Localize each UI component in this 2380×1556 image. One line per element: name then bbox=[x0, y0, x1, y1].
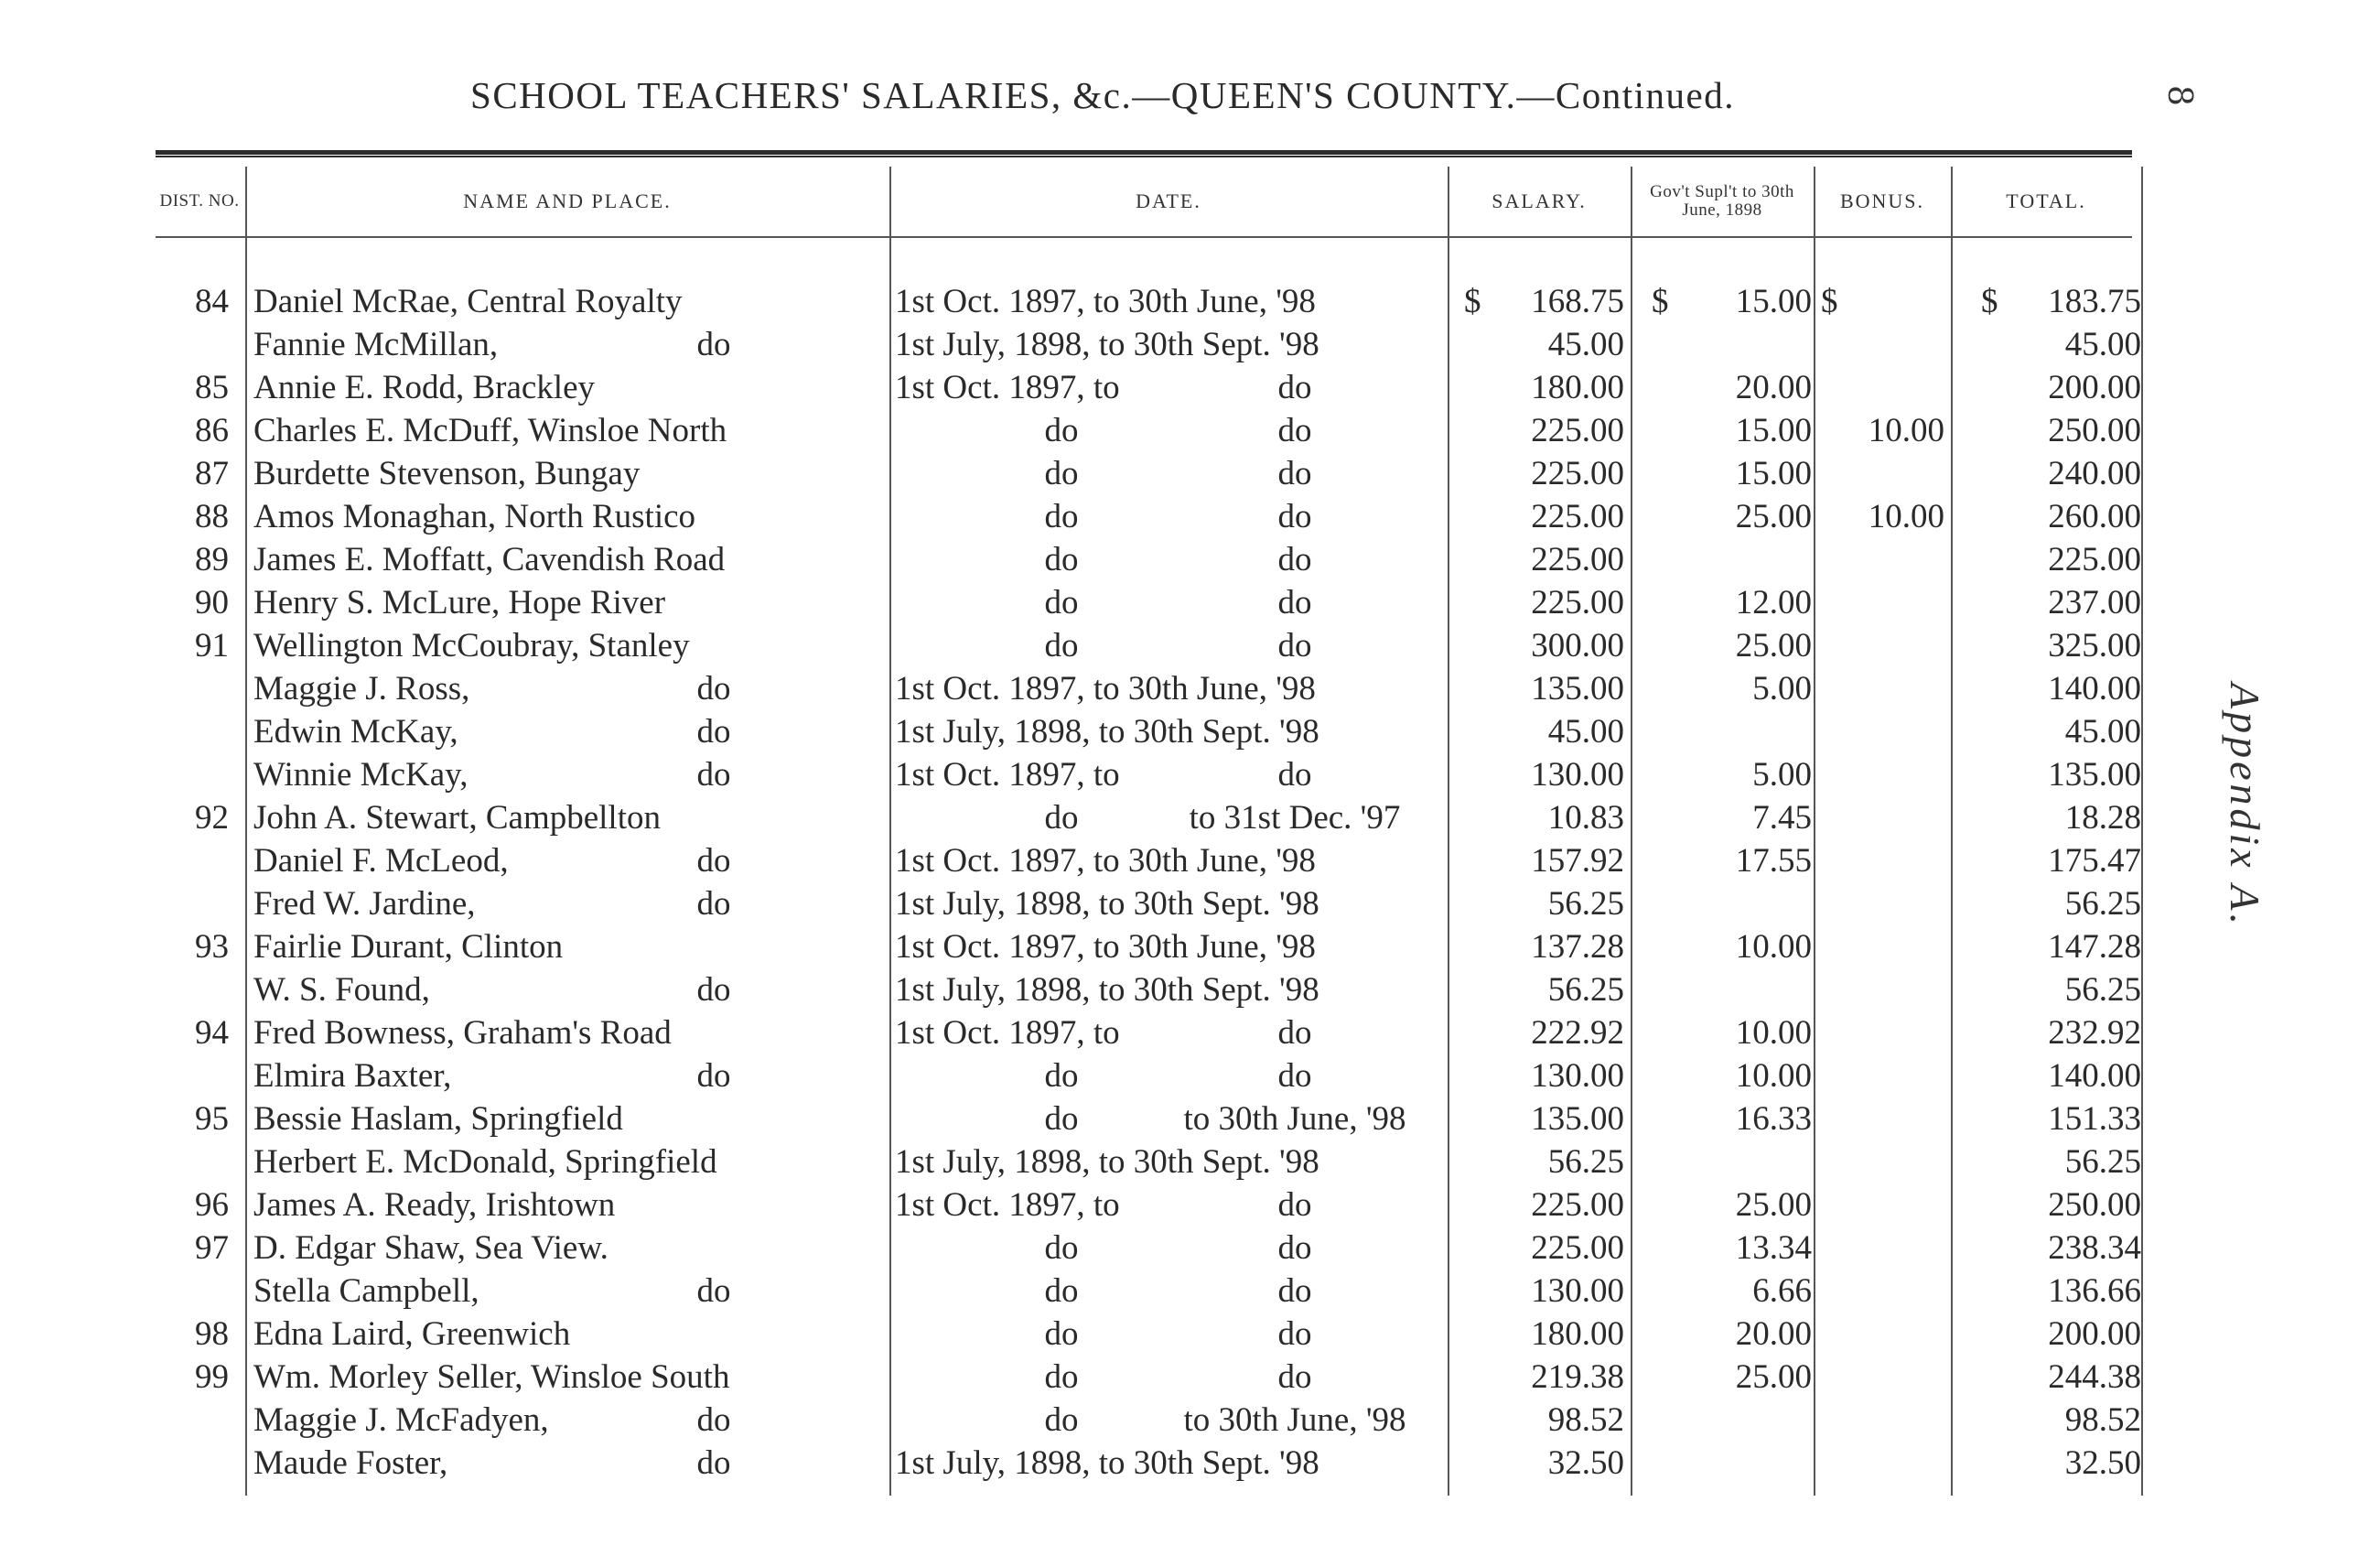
dist-number: 91 bbox=[195, 627, 229, 665]
date-range: 1st July, 1898, to 30th Sept. '98 bbox=[895, 971, 1319, 1009]
date-range: 1st July, 1898, to 30th Sept. '98 bbox=[895, 1143, 1319, 1181]
date-ditto-end: to 30th June, '98 bbox=[1183, 1401, 1406, 1439]
name-place: Winnie McKay, bbox=[253, 756, 468, 794]
salary-table-body bbox=[0, 280, 2196, 1485]
total-dollar-sign: $ bbox=[1981, 283, 1998, 320]
name-place: Fred Bowness, Graham's Road bbox=[253, 1014, 672, 1052]
name-place: Henry S. McLure, Hope River bbox=[253, 584, 666, 621]
date-ditto-end: do bbox=[1277, 369, 1312, 406]
name-place: Stella Campbell, bbox=[253, 1272, 479, 1310]
dist-number: 92 bbox=[195, 799, 229, 837]
dist-number: 89 bbox=[195, 541, 229, 578]
gov-dollar-sign: $ bbox=[1652, 283, 1669, 320]
name-place: Maggie J. Ross, bbox=[253, 670, 470, 708]
date-ditto-end: do bbox=[1277, 1057, 1312, 1095]
name-ditto: do bbox=[696, 885, 731, 923]
date-range: 1st Oct. 1897, to bbox=[895, 1186, 1120, 1224]
name-place: Daniel F. McLeod, bbox=[253, 842, 509, 880]
date-ditto-end: do bbox=[1277, 1186, 1312, 1224]
date-ditto-start: do bbox=[1044, 1315, 1079, 1353]
date-ditto-end: do bbox=[1277, 498, 1312, 535]
name-ditto: do bbox=[696, 670, 731, 708]
dist-number: 87 bbox=[195, 455, 229, 492]
date-range: 1st July, 1898, to 30th Sept. '98 bbox=[895, 885, 1319, 923]
name-place: Daniel McRae, Central Royalty bbox=[253, 283, 683, 320]
salary-value: 180.00 bbox=[1531, 1315, 1624, 1353]
name-ditto: do bbox=[696, 1272, 731, 1310]
name-place: Amos Monaghan, North Rustico bbox=[253, 498, 696, 535]
total-value: 260.00 bbox=[2048, 498, 2141, 535]
dist-number: 90 bbox=[195, 584, 229, 621]
salary-value: 56.25 bbox=[1547, 971, 1624, 1009]
date-ditto-start: do bbox=[1044, 1057, 1079, 1095]
dist-number: 97 bbox=[195, 1229, 229, 1267]
salary-value: 135.00 bbox=[1531, 670, 1624, 708]
date-ditto-start: do bbox=[1044, 1229, 1079, 1267]
table-row bbox=[0, 495, 2196, 538]
header-gov-supplement: Gov't Supl't to 30th June, 1898 bbox=[1650, 182, 1794, 220]
salary-value: 130.00 bbox=[1531, 1272, 1624, 1310]
name-ditto: do bbox=[696, 756, 731, 794]
salary-value: 225.00 bbox=[1531, 1229, 1624, 1267]
date-ditto-end: do bbox=[1277, 412, 1312, 449]
date-ditto-start: do bbox=[1044, 1100, 1079, 1138]
gov-supplement-value: 25.00 bbox=[1735, 498, 1812, 535]
date-ditto-end: do bbox=[1277, 1229, 1312, 1267]
gov-supplement-value: 10.00 bbox=[1735, 928, 1812, 966]
salary-value: 45.00 bbox=[1547, 326, 1624, 363]
table-row bbox=[0, 538, 2196, 581]
salary-value: 222.92 bbox=[1531, 1014, 1624, 1052]
total-value: 56.25 bbox=[2064, 885, 2141, 923]
total-value: 240.00 bbox=[2048, 455, 2141, 492]
gov-supplement-value: 16.33 bbox=[1735, 1100, 1812, 1138]
table-row bbox=[0, 624, 2196, 667]
total-value: 250.00 bbox=[2048, 1186, 2141, 1224]
table-row bbox=[0, 882, 2196, 925]
total-value: 200.00 bbox=[2048, 1315, 2141, 1353]
header-name-place: NAME AND PLACE. bbox=[463, 189, 672, 213]
name-ditto: do bbox=[696, 326, 731, 363]
table-row bbox=[0, 1399, 2196, 1442]
table-row bbox=[0, 1356, 2196, 1399]
name-ditto: do bbox=[696, 1444, 731, 1482]
total-value: 238.34 bbox=[2048, 1229, 2141, 1267]
date-ditto-start: do bbox=[1044, 1401, 1079, 1439]
table-row bbox=[0, 366, 2196, 409]
salary-value: 135.00 bbox=[1531, 1100, 1624, 1138]
name-place: Fred W. Jardine, bbox=[253, 885, 476, 923]
table-row bbox=[0, 1442, 2196, 1485]
date-ditto-end: do bbox=[1277, 1014, 1312, 1052]
salary-value: 32.50 bbox=[1547, 1444, 1624, 1482]
date-range: 1st July, 1898, to 30th Sept. '98 bbox=[895, 326, 1319, 363]
salary-value: 168.75 bbox=[1531, 283, 1624, 320]
salary-value: 130.00 bbox=[1531, 756, 1624, 794]
name-place: Bessie Haslam, Springfield bbox=[253, 1100, 623, 1138]
total-value: 232.92 bbox=[2048, 1014, 2141, 1052]
date-ditto-end: do bbox=[1277, 541, 1312, 578]
total-value: 140.00 bbox=[2048, 670, 2141, 708]
table-row bbox=[0, 409, 2196, 452]
name-ditto: do bbox=[696, 1401, 731, 1439]
salary-value: 98.52 bbox=[1547, 1401, 1624, 1439]
salary-value: 137.28 bbox=[1531, 928, 1624, 966]
name-place: Fannie McMillan, bbox=[253, 326, 499, 363]
name-ditto: do bbox=[696, 713, 731, 751]
table-row bbox=[0, 1313, 2196, 1356]
total-value: 135.00 bbox=[2048, 756, 2141, 794]
name-place: Wellington McCoubray, Stanley bbox=[253, 627, 690, 665]
gov-supplement-value: 15.00 bbox=[1735, 412, 1812, 449]
date-ditto-start: do bbox=[1044, 799, 1079, 837]
table-row bbox=[0, 968, 2196, 1011]
gov-supplement-value: 13.34 bbox=[1735, 1229, 1812, 1267]
date-ditto-end: do bbox=[1277, 1358, 1312, 1396]
table-row bbox=[0, 581, 2196, 624]
name-place: Wm. Morley Seller, Winsloe South bbox=[253, 1358, 730, 1396]
bonus-dollar-sign: $ bbox=[1821, 283, 1838, 320]
date-range: 1st Oct. 1897, to 30th June, '98 bbox=[895, 670, 1316, 708]
name-ditto: do bbox=[696, 1057, 731, 1095]
header-total: TOTAL. bbox=[2006, 189, 2086, 213]
total-value: 244.38 bbox=[2048, 1358, 2141, 1396]
name-place: Annie E. Rodd, Brackley bbox=[253, 369, 595, 406]
salary-value: 225.00 bbox=[1531, 412, 1624, 449]
dist-number: 98 bbox=[195, 1315, 229, 1353]
table-row bbox=[0, 1140, 2196, 1183]
appendix-label: Appendix A. bbox=[2222, 683, 2268, 928]
salary-value: 10.83 bbox=[1547, 799, 1624, 837]
dist-number: 95 bbox=[195, 1100, 229, 1138]
name-place: Edna Laird, Greenwich bbox=[253, 1315, 571, 1353]
salary-value: 180.00 bbox=[1531, 369, 1624, 406]
date-ditto-end: do bbox=[1277, 455, 1312, 492]
table-row bbox=[0, 1270, 2196, 1313]
name-place: Burdette Stevenson, Bungay bbox=[253, 455, 641, 492]
gov-supplement-value: 10.00 bbox=[1735, 1014, 1812, 1052]
name-place: James E. Moffatt, Cavendish Road bbox=[253, 541, 726, 578]
dist-number: 88 bbox=[195, 498, 229, 535]
header-rule-thick bbox=[156, 150, 2132, 155]
date-ditto-start: do bbox=[1044, 1358, 1079, 1396]
date-ditto-end: to 31st Dec. '97 bbox=[1189, 799, 1401, 837]
dist-number: 96 bbox=[195, 1186, 229, 1224]
name-place: Edwin McKay, bbox=[253, 713, 458, 751]
gov-supplement-value: 25.00 bbox=[1735, 1358, 1812, 1396]
date-ditto-end: do bbox=[1277, 584, 1312, 621]
total-value: 225.00 bbox=[2048, 541, 2141, 578]
table-row bbox=[0, 1097, 2196, 1140]
header-rule-thin bbox=[156, 156, 2132, 157]
page-title: SCHOOL TEACHERS' SALARIES, &c.—QUEEN'S COUNTY.—Continued. bbox=[470, 74, 1735, 116]
dist-number: 86 bbox=[195, 412, 229, 449]
table-row bbox=[0, 667, 2196, 710]
name-place: Maude Foster, bbox=[253, 1444, 448, 1482]
name-place: Maggie J. McFadyen, bbox=[253, 1401, 549, 1439]
gov-supplement-value: 25.00 bbox=[1735, 627, 1812, 665]
salary-value: 225.00 bbox=[1531, 541, 1624, 578]
name-place: W. S. Found, bbox=[253, 971, 430, 1009]
gov-supplement-value: 7.45 bbox=[1752, 799, 1812, 837]
date-ditto-start: do bbox=[1044, 627, 1079, 665]
total-value: 250.00 bbox=[2048, 412, 2141, 449]
total-value: 147.28 bbox=[2048, 928, 2141, 966]
header-bottom-rule bbox=[156, 236, 2132, 238]
salary-value: 157.92 bbox=[1531, 842, 1624, 880]
date-range: 1st Oct. 1897, to 30th June, '98 bbox=[895, 928, 1316, 966]
date-range: 1st July, 1898, to 30th Sept. '98 bbox=[895, 1444, 1319, 1482]
bonus-value: 10.00 bbox=[1868, 498, 1944, 535]
total-value: 183.75 bbox=[2048, 283, 2141, 320]
date-ditto-start: do bbox=[1044, 1272, 1079, 1310]
dist-number: 85 bbox=[195, 369, 229, 406]
total-value: 200.00 bbox=[2048, 369, 2141, 406]
total-value: 32.50 bbox=[2064, 1444, 2141, 1482]
name-place: Charles E. McDuff, Winsloe North bbox=[253, 412, 727, 449]
salary-value: 225.00 bbox=[1531, 455, 1624, 492]
date-range: 1st Oct. 1897, to 30th June, '98 bbox=[895, 842, 1316, 880]
table-row bbox=[0, 1054, 2196, 1097]
total-value: 45.00 bbox=[2064, 326, 2141, 363]
header-dist-no: DIST. NO. bbox=[159, 191, 240, 211]
total-value: 136.66 bbox=[2048, 1272, 2141, 1310]
gov-supplement-value: 10.00 bbox=[1735, 1057, 1812, 1095]
date-ditto-start: do bbox=[1044, 455, 1079, 492]
dist-number: 93 bbox=[195, 928, 229, 966]
date-ditto-start: do bbox=[1044, 541, 1079, 578]
date-range: 1st Oct. 1897, to bbox=[895, 1014, 1120, 1052]
date-ditto-end: do bbox=[1277, 1272, 1312, 1310]
header-bonus: BONUS. bbox=[1839, 189, 1925, 213]
total-value: 175.47 bbox=[2048, 842, 2141, 880]
gov-supplement-value: 12.00 bbox=[1735, 584, 1812, 621]
gov-supplement-value: 25.00 bbox=[1735, 1186, 1812, 1224]
page-number: 8 bbox=[2159, 85, 2198, 106]
salary-value: 219.38 bbox=[1531, 1358, 1624, 1396]
salary-value: 130.00 bbox=[1531, 1057, 1624, 1095]
name-place: John A. Stewart, Campbellton bbox=[253, 799, 661, 837]
bonus-value: 10.00 bbox=[1868, 412, 1944, 449]
table-row bbox=[0, 839, 2196, 882]
name-ditto: do bbox=[696, 971, 731, 1009]
gov-supplement-value: 5.00 bbox=[1752, 670, 1812, 708]
date-range: 1st Oct. 1897, to bbox=[895, 756, 1120, 794]
name-place: Elmira Baxter, bbox=[253, 1057, 452, 1095]
salary-value: 300.00 bbox=[1531, 627, 1624, 665]
name-place: Herbert E. McDonald, Springfield bbox=[253, 1143, 717, 1181]
table-row bbox=[0, 323, 2196, 366]
total-value: 151.33 bbox=[2048, 1100, 2141, 1138]
gov-supplement-value: 20.00 bbox=[1735, 369, 1812, 406]
gov-supplement-value: 15.00 bbox=[1735, 455, 1812, 492]
table-row bbox=[0, 452, 2196, 495]
date-ditto-end: do bbox=[1277, 627, 1312, 665]
gov-supplement-value: 5.00 bbox=[1752, 756, 1812, 794]
salary-value: 56.25 bbox=[1547, 885, 1624, 923]
salary-value: 45.00 bbox=[1547, 713, 1624, 751]
dist-number: 99 bbox=[195, 1358, 229, 1396]
salary-dollar-sign: $ bbox=[1464, 283, 1481, 320]
date-ditto-start: do bbox=[1044, 584, 1079, 621]
date-ditto-start: do bbox=[1044, 498, 1079, 535]
salary-value: 225.00 bbox=[1531, 584, 1624, 621]
dist-number: 84 bbox=[195, 283, 229, 320]
total-value: 45.00 bbox=[2064, 713, 2141, 751]
total-value: 56.25 bbox=[2064, 1143, 2141, 1181]
name-place: D. Edgar Shaw, Sea View. bbox=[253, 1229, 608, 1267]
total-value: 237.00 bbox=[2048, 584, 2141, 621]
table-row bbox=[0, 925, 2196, 968]
date-ditto-start: do bbox=[1044, 412, 1079, 449]
salary-value: 56.25 bbox=[1547, 1143, 1624, 1181]
gov-supplement-value: 17.55 bbox=[1735, 842, 1812, 880]
total-value: 18.28 bbox=[2064, 799, 2141, 837]
header-salary: SALARY. bbox=[1492, 189, 1587, 213]
date-range: 1st Oct. 1897, to bbox=[895, 369, 1120, 406]
date-ditto-end: do bbox=[1277, 756, 1312, 794]
table-row bbox=[0, 280, 2196, 323]
gov-supplement-value: 15.00 bbox=[1735, 283, 1812, 320]
total-value: 98.52 bbox=[2064, 1401, 2141, 1439]
total-value: 140.00 bbox=[2048, 1057, 2141, 1095]
gov-supplement-value: 20.00 bbox=[1735, 1315, 1812, 1353]
date-ditto-end: to 30th June, '98 bbox=[1183, 1100, 1406, 1138]
date-range: 1st July, 1898, to 30th Sept. '98 bbox=[895, 713, 1319, 751]
name-place: James A. Ready, Irishtown bbox=[253, 1186, 616, 1224]
name-ditto: do bbox=[696, 842, 731, 880]
salary-value: 225.00 bbox=[1531, 1186, 1624, 1224]
salary-value: 225.00 bbox=[1531, 498, 1624, 535]
table-row bbox=[0, 796, 2196, 839]
date-ditto-end: do bbox=[1277, 1315, 1312, 1353]
table-row bbox=[0, 710, 2196, 753]
date-range: 1st Oct. 1897, to 30th June, '98 bbox=[895, 283, 1316, 320]
table-row bbox=[0, 1011, 2196, 1054]
table-row bbox=[0, 1183, 2196, 1226]
total-value: 56.25 bbox=[2064, 971, 2141, 1009]
table-row bbox=[0, 1226, 2196, 1270]
table-row bbox=[0, 753, 2196, 796]
name-place: Fairlie Durant, Clinton bbox=[253, 928, 564, 966]
gov-supplement-value: 6.66 bbox=[1752, 1272, 1812, 1310]
dist-number: 94 bbox=[195, 1014, 229, 1052]
header-date: DATE. bbox=[1136, 189, 1201, 213]
total-value: 325.00 bbox=[2048, 627, 2141, 665]
